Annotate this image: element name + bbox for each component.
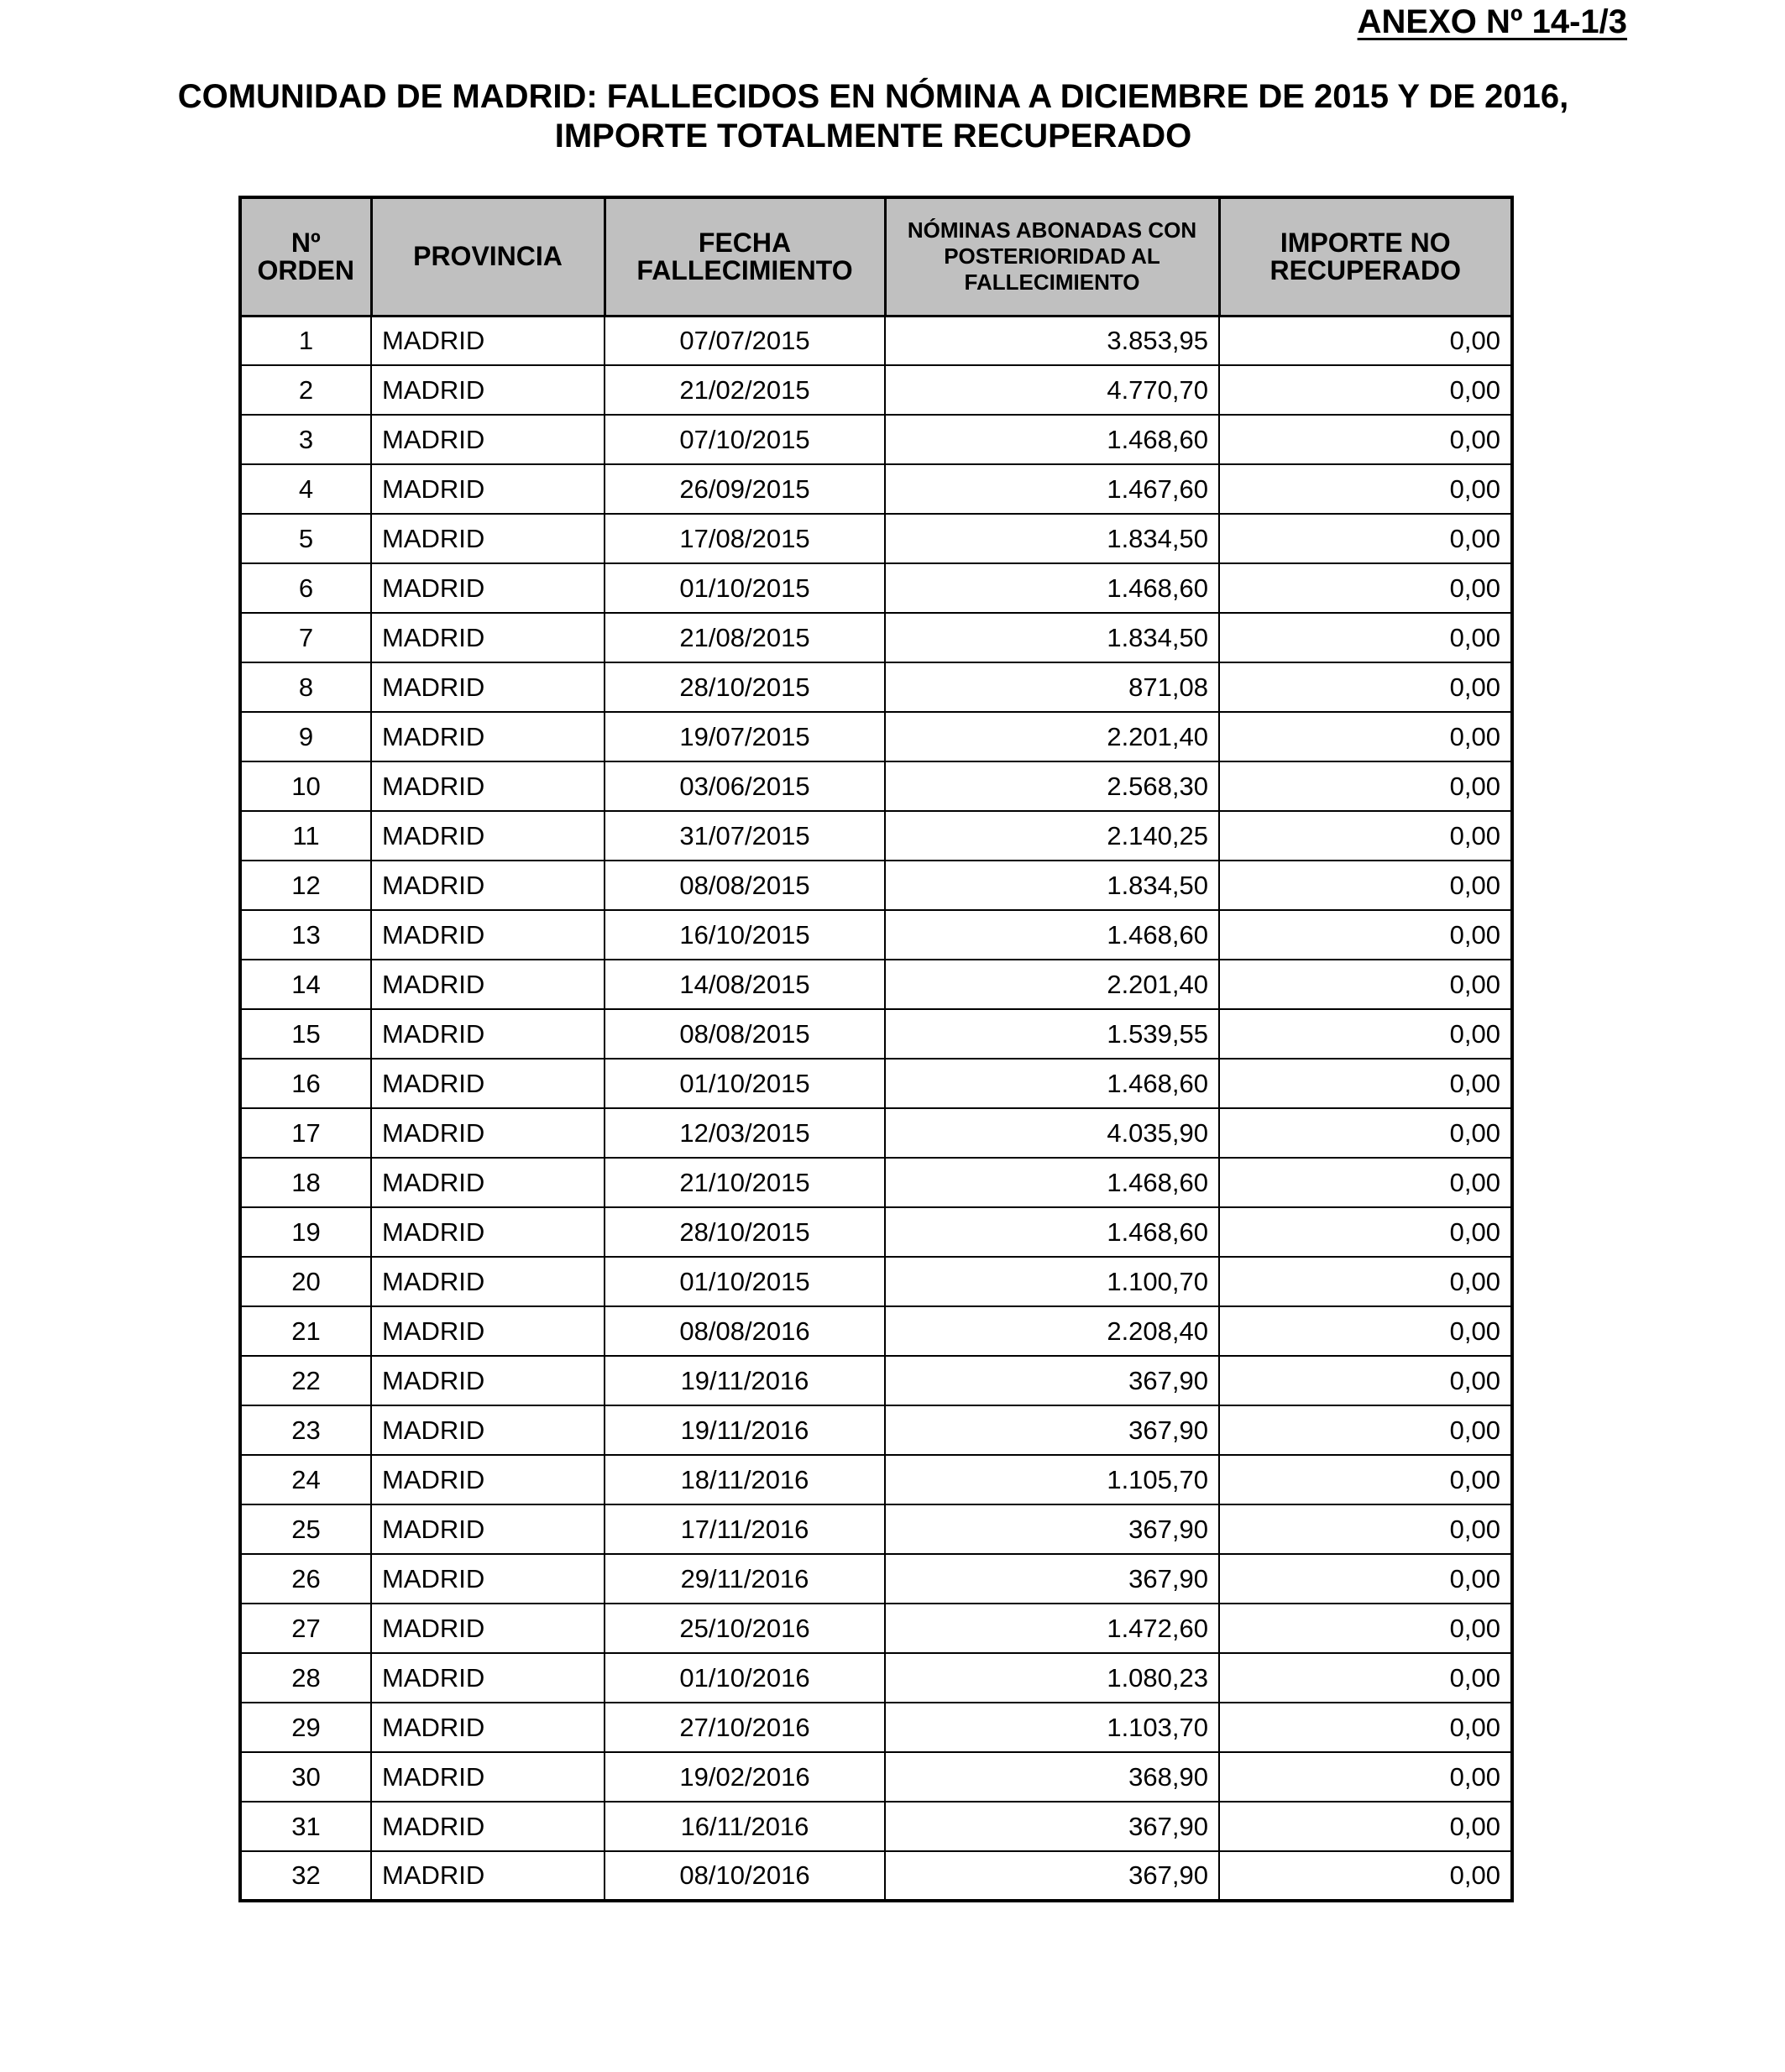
cell-death-date: 01/10/2015 — [605, 1257, 885, 1306]
cell-death-date: 17/11/2016 — [605, 1504, 885, 1554]
table-row — [240, 365, 1512, 415]
cell-province: MADRID — [371, 316, 605, 365]
cell-province: MADRID — [371, 1306, 605, 1356]
cell-death-date: 29/11/2016 — [605, 1554, 885, 1604]
header-payrolls-paid: NÓMINAS ABONADAS CON POSTERIORIDAD AL FALLECIMIENTO — [885, 197, 1219, 316]
cell-order: 28 — [240, 1653, 371, 1703]
cell-death-date: 01/10/2015 — [605, 1059, 885, 1108]
cell-death-date: 12/03/2015 — [605, 1108, 885, 1158]
title-line-1: COMUNIDAD DE MADRID: FALLECIDOS EN NÓMINA A DICIEMBRE DE 2015 Y DE 2016, — [177, 78, 1569, 115]
cell-death-date: 01/10/2016 — [605, 1653, 885, 1703]
cell-not-recovered: 0,00 — [1219, 1059, 1512, 1108]
cell-payrolls-paid: 367,90 — [885, 1405, 1219, 1455]
cell-not-recovered: 0,00 — [1219, 662, 1512, 712]
cell-not-recovered: 0,00 — [1219, 1604, 1512, 1653]
cell-payrolls-paid: 1.105,70 — [885, 1455, 1219, 1504]
table-body — [240, 316, 1512, 1901]
cell-death-date: 08/08/2016 — [605, 1306, 885, 1356]
cell-province: MADRID — [371, 514, 605, 563]
cell-province: MADRID — [371, 1158, 605, 1207]
cell-order: 29 — [240, 1703, 371, 1752]
cell-not-recovered: 0,00 — [1219, 1802, 1512, 1851]
cell-payrolls-paid: 2.201,40 — [885, 960, 1219, 1009]
cell-death-date: 27/10/2016 — [605, 1703, 885, 1752]
cell-order: 4 — [240, 464, 371, 514]
cell-order: 14 — [240, 960, 371, 1009]
cell-order: 30 — [240, 1752, 371, 1802]
cell-payrolls-paid: 2.140,25 — [885, 811, 1219, 861]
table-row — [240, 811, 1512, 861]
cell-order: 26 — [240, 1554, 371, 1604]
cell-payrolls-paid: 367,90 — [885, 1504, 1219, 1554]
table-row — [240, 1306, 1512, 1356]
cell-payrolls-paid: 1.080,23 — [885, 1653, 1219, 1703]
cell-death-date: 28/10/2015 — [605, 662, 885, 712]
cell-order: 12 — [240, 861, 371, 910]
cell-not-recovered: 0,00 — [1219, 1009, 1512, 1059]
cell-not-recovered: 0,00 — [1219, 811, 1512, 861]
cell-payrolls-paid: 367,90 — [885, 1356, 1219, 1405]
cell-province: MADRID — [371, 761, 605, 811]
cell-death-date: 08/08/2015 — [605, 1009, 885, 1059]
cell-province: MADRID — [371, 1207, 605, 1257]
table-row — [240, 1604, 1512, 1653]
cell-order: 25 — [240, 1504, 371, 1554]
cell-not-recovered: 0,00 — [1219, 1851, 1512, 1901]
table-row — [240, 1752, 1512, 1802]
cell-not-recovered: 0,00 — [1219, 960, 1512, 1009]
cell-order: 16 — [240, 1059, 371, 1108]
cell-not-recovered: 0,00 — [1219, 712, 1512, 761]
cell-death-date: 07/07/2015 — [605, 316, 885, 365]
cell-payrolls-paid: 367,90 — [885, 1802, 1219, 1851]
cell-death-date: 26/09/2015 — [605, 464, 885, 514]
cell-not-recovered: 0,00 — [1219, 1405, 1512, 1455]
table-row — [240, 514, 1512, 563]
header-order: Nº ORDEN — [240, 197, 371, 316]
table-row — [240, 1455, 1512, 1504]
annex-label: ANEXO Nº 14-1/3 — [1357, 3, 1627, 40]
cell-death-date: 17/08/2015 — [605, 514, 885, 563]
cell-not-recovered: 0,00 — [1219, 464, 1512, 514]
table-row — [240, 316, 1512, 365]
table-row — [240, 910, 1512, 960]
table-row — [240, 415, 1512, 464]
cell-death-date: 07/10/2015 — [605, 415, 885, 464]
header-not-recovered: IMPORTE NO RECUPERADO — [1219, 197, 1512, 316]
cell-order: 31 — [240, 1802, 371, 1851]
cell-province: MADRID — [371, 1504, 605, 1554]
cell-order: 9 — [240, 712, 371, 761]
cell-province: MADRID — [371, 1455, 605, 1504]
cell-death-date: 08/08/2015 — [605, 861, 885, 910]
cell-province: MADRID — [371, 1405, 605, 1455]
table-row — [240, 1504, 1512, 1554]
cell-province: MADRID — [371, 910, 605, 960]
cell-not-recovered: 0,00 — [1219, 1703, 1512, 1752]
cell-order: 22 — [240, 1356, 371, 1405]
cell-not-recovered: 0,00 — [1219, 1653, 1512, 1703]
table-row — [240, 1405, 1512, 1455]
cell-not-recovered: 0,00 — [1219, 1306, 1512, 1356]
cell-not-recovered: 0,00 — [1219, 1752, 1512, 1802]
table-row — [240, 960, 1512, 1009]
deceased-payroll-table — [238, 196, 1514, 1902]
cell-death-date: 21/08/2015 — [605, 613, 885, 662]
cell-not-recovered: 0,00 — [1219, 761, 1512, 811]
cell-province: MADRID — [371, 712, 605, 761]
cell-order: 15 — [240, 1009, 371, 1059]
table-row — [240, 1207, 1512, 1257]
table-row — [240, 712, 1512, 761]
cell-not-recovered: 0,00 — [1219, 1455, 1512, 1504]
table-row — [240, 1158, 1512, 1207]
cell-death-date: 19/07/2015 — [605, 712, 885, 761]
cell-province: MADRID — [371, 1653, 605, 1703]
cell-payrolls-paid: 1.539,55 — [885, 1009, 1219, 1059]
table-row — [240, 613, 1512, 662]
cell-province: MADRID — [371, 1356, 605, 1405]
table-row — [240, 1108, 1512, 1158]
cell-death-date: 21/02/2015 — [605, 365, 885, 415]
cell-payrolls-paid: 4.770,70 — [885, 365, 1219, 415]
cell-payrolls-paid: 2.201,40 — [885, 712, 1219, 761]
cell-not-recovered: 0,00 — [1219, 861, 1512, 910]
cell-province: MADRID — [371, 1009, 605, 1059]
cell-payrolls-paid: 368,90 — [885, 1752, 1219, 1802]
table-row — [240, 761, 1512, 811]
cell-province: MADRID — [371, 1059, 605, 1108]
table-row — [240, 1802, 1512, 1851]
cell-province: MADRID — [371, 464, 605, 514]
cell-order: 23 — [240, 1405, 371, 1455]
cell-province: MADRID — [371, 1851, 605, 1901]
cell-province: MADRID — [371, 662, 605, 712]
cell-order: 24 — [240, 1455, 371, 1504]
cell-province: MADRID — [371, 1554, 605, 1604]
cell-order: 11 — [240, 811, 371, 861]
cell-not-recovered: 0,00 — [1219, 563, 1512, 613]
cell-death-date: 19/11/2016 — [605, 1356, 885, 1405]
cell-province: MADRID — [371, 1752, 605, 1802]
table-row — [240, 563, 1512, 613]
cell-not-recovered: 0,00 — [1219, 1257, 1512, 1306]
cell-province: MADRID — [371, 861, 605, 910]
cell-not-recovered: 0,00 — [1219, 1158, 1512, 1207]
cell-order: 6 — [240, 563, 371, 613]
cell-order: 5 — [240, 514, 371, 563]
cell-not-recovered: 0,00 — [1219, 613, 1512, 662]
cell-province: MADRID — [371, 563, 605, 613]
cell-order: 17 — [240, 1108, 371, 1158]
cell-province: MADRID — [371, 613, 605, 662]
cell-death-date: 01/10/2015 — [605, 563, 885, 613]
cell-payrolls-paid: 1.472,60 — [885, 1604, 1219, 1653]
cell-payrolls-paid: 1.834,50 — [885, 861, 1219, 910]
cell-death-date: 18/11/2016 — [605, 1455, 885, 1504]
table-row — [240, 1653, 1512, 1703]
cell-payrolls-paid: 1.468,60 — [885, 1158, 1219, 1207]
table-row — [240, 464, 1512, 514]
cell-payrolls-paid: 367,90 — [885, 1851, 1219, 1901]
table-row — [240, 1009, 1512, 1059]
cell-death-date: 08/10/2016 — [605, 1851, 885, 1901]
cell-not-recovered: 0,00 — [1219, 365, 1512, 415]
cell-payrolls-paid: 1.468,60 — [885, 415, 1219, 464]
cell-death-date: 14/08/2015 — [605, 960, 885, 1009]
cell-not-recovered: 0,00 — [1219, 415, 1512, 464]
cell-order: 13 — [240, 910, 371, 960]
header-province: PROVINCIA — [371, 197, 605, 316]
cell-payrolls-paid: 1.468,60 — [885, 563, 1219, 613]
cell-province: MADRID — [371, 415, 605, 464]
cell-order: 20 — [240, 1257, 371, 1306]
document-title — [0, 77, 1746, 156]
cell-province: MADRID — [371, 1802, 605, 1851]
cell-order: 32 — [240, 1851, 371, 1901]
table-row — [240, 861, 1512, 910]
table-row — [240, 1356, 1512, 1405]
table-header-row — [240, 197, 1512, 316]
cell-province: MADRID — [371, 1257, 605, 1306]
cell-not-recovered: 0,00 — [1219, 1108, 1512, 1158]
cell-payrolls-paid: 2.208,40 — [885, 1306, 1219, 1356]
table-row — [240, 1554, 1512, 1604]
cell-order: 2 — [240, 365, 371, 415]
cell-payrolls-paid: 4.035,90 — [885, 1108, 1219, 1158]
cell-not-recovered: 0,00 — [1219, 514, 1512, 563]
cell-province: MADRID — [371, 365, 605, 415]
cell-death-date: 16/11/2016 — [605, 1802, 885, 1851]
cell-death-date: 03/06/2015 — [605, 761, 885, 811]
cell-death-date: 19/11/2016 — [605, 1405, 885, 1455]
table-row — [240, 1703, 1512, 1752]
cell-province: MADRID — [371, 811, 605, 861]
title-line-2: IMPORTE TOTALMENTE RECUPERADO — [554, 118, 1192, 154]
cell-order: 18 — [240, 1158, 371, 1207]
cell-payrolls-paid: 1.103,70 — [885, 1703, 1219, 1752]
cell-order: 1 — [240, 316, 371, 365]
cell-not-recovered: 0,00 — [1219, 316, 1512, 365]
cell-order: 27 — [240, 1604, 371, 1653]
cell-death-date: 19/02/2016 — [605, 1752, 885, 1802]
cell-payrolls-paid: 367,90 — [885, 1554, 1219, 1604]
cell-payrolls-paid: 871,08 — [885, 662, 1219, 712]
cell-death-date: 16/10/2015 — [605, 910, 885, 960]
table-row — [240, 1851, 1512, 1901]
cell-payrolls-paid: 3.853,95 — [885, 316, 1219, 365]
cell-not-recovered: 0,00 — [1219, 1207, 1512, 1257]
cell-death-date: 31/07/2015 — [605, 811, 885, 861]
cell-not-recovered: 0,00 — [1219, 1504, 1512, 1554]
cell-payrolls-paid: 1.467,60 — [885, 464, 1219, 514]
cell-payrolls-paid: 1.100,70 — [885, 1257, 1219, 1306]
cell-order: 10 — [240, 761, 371, 811]
cell-province: MADRID — [371, 1108, 605, 1158]
cell-payrolls-paid: 1.468,60 — [885, 1059, 1219, 1108]
cell-province: MADRID — [371, 1604, 605, 1653]
cell-order: 8 — [240, 662, 371, 712]
cell-not-recovered: 0,00 — [1219, 1356, 1512, 1405]
table-row — [240, 1059, 1512, 1108]
cell-payrolls-paid: 1.468,60 — [885, 910, 1219, 960]
cell-not-recovered: 0,00 — [1219, 910, 1512, 960]
cell-order: 19 — [240, 1207, 371, 1257]
cell-order: 3 — [240, 415, 371, 464]
cell-death-date: 25/10/2016 — [605, 1604, 885, 1653]
cell-order: 21 — [240, 1306, 371, 1356]
cell-payrolls-paid: 1.834,50 — [885, 613, 1219, 662]
cell-order: 7 — [240, 613, 371, 662]
table-row — [240, 662, 1512, 712]
cell-province: MADRID — [371, 1703, 605, 1752]
cell-province: MADRID — [371, 960, 605, 1009]
table-row — [240, 1257, 1512, 1306]
cell-payrolls-paid: 2.568,30 — [885, 761, 1219, 811]
cell-death-date: 21/10/2015 — [605, 1158, 885, 1207]
cell-not-recovered: 0,00 — [1219, 1554, 1512, 1604]
cell-payrolls-paid: 1.834,50 — [885, 514, 1219, 563]
cell-payrolls-paid: 1.468,60 — [885, 1207, 1219, 1257]
header-death-date: FECHA FALLECIMIENTO — [605, 197, 885, 316]
cell-death-date: 28/10/2015 — [605, 1207, 885, 1257]
